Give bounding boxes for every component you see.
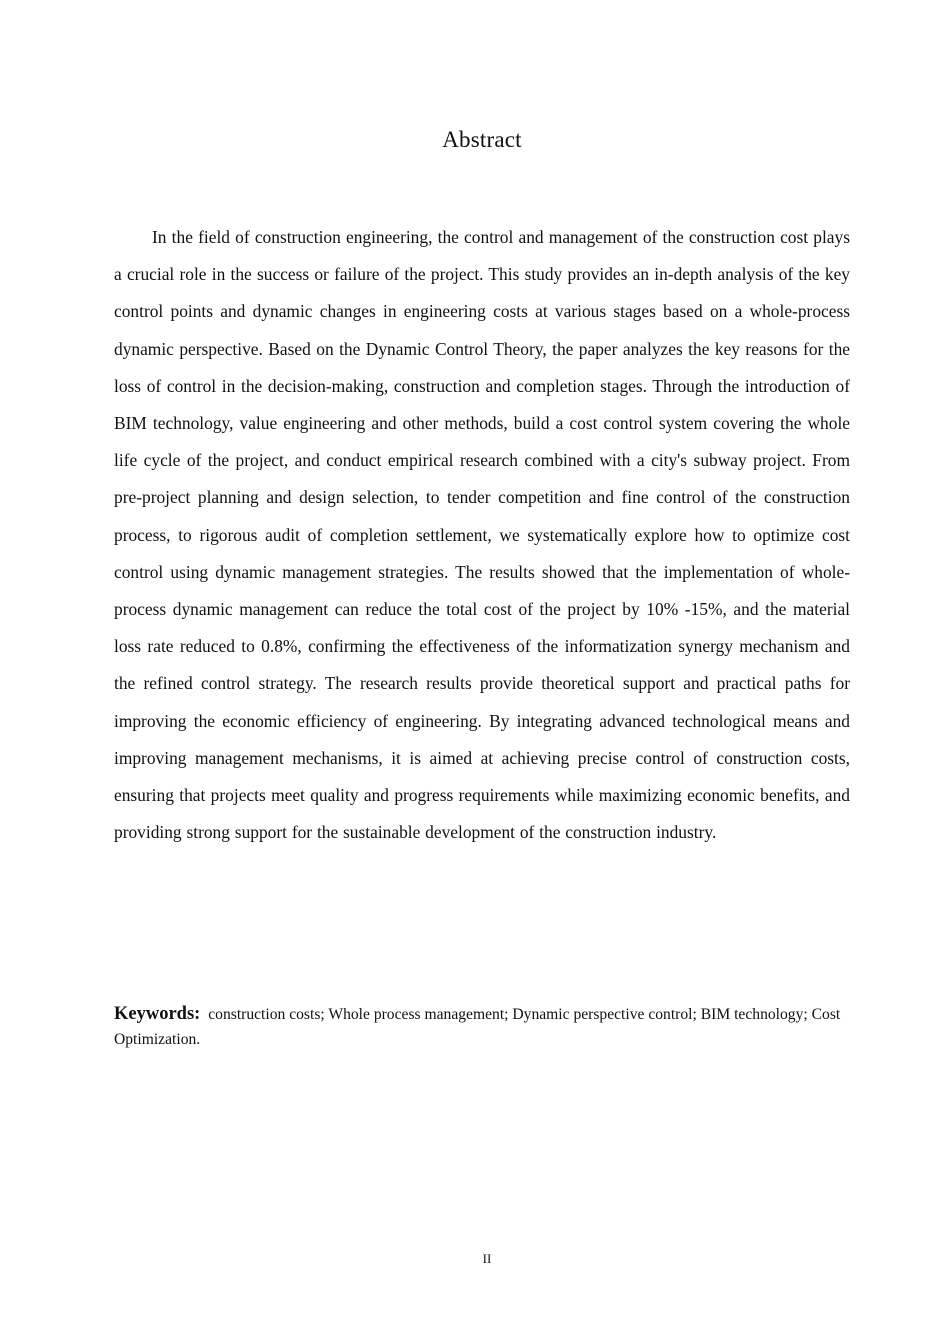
keywords-section (114, 1002, 859, 1052)
abstract-title: Abstract (442, 127, 522, 152)
keywords-text: construction costs; Whole process management; Dynamic perspective control; BIM technology; Cost Optimization. (114, 1006, 841, 1048)
abstract-body: In the field of construction engineering, the control and management of the construction cost plays a crucial role in the success or failure of the project. This study provides an in-depth analysis of the key control points and dynamic changes in engineering costs at various stages based on a whole-process dynamic perspective. Based on the Dynamic Control Theory, the paper analyzes the key reasons for the loss of control in the decision-making, construction and completion stages. Through the introduction of BIM technology, value engineering and other methods, build a cost control system covering the whole life cycle of the project, and conduct empirical research combined with a city's subway project. From pre-project planning and design selection, to tender competition and fine control of the construction process, to rigorous audit of completion settlement, we systematically explore how to optimize cost control using dynamic management strategies. The results showed that the implementation of whole-process dynamic management can reduce the total cost of the project by 10% -15%, and the material loss rate reduced to 0.8%, confirming the effectiveness of the informatization synergy mechanism and the refined control strategy. The research results provide theoretical support and practical paths for improving the economic efficiency of engineering. By integrating advanced technological means and improving management mechanisms, it is aimed at achieving precise control of construction costs, ensuring that projects meet quality and progress requirements while maximizing economic benefits, and providing strong support for the sustainable development of the construction industry. (114, 227, 850, 843)
page-number: II (482, 1251, 492, 1266)
keywords-label: Keywords: (114, 1004, 201, 1024)
